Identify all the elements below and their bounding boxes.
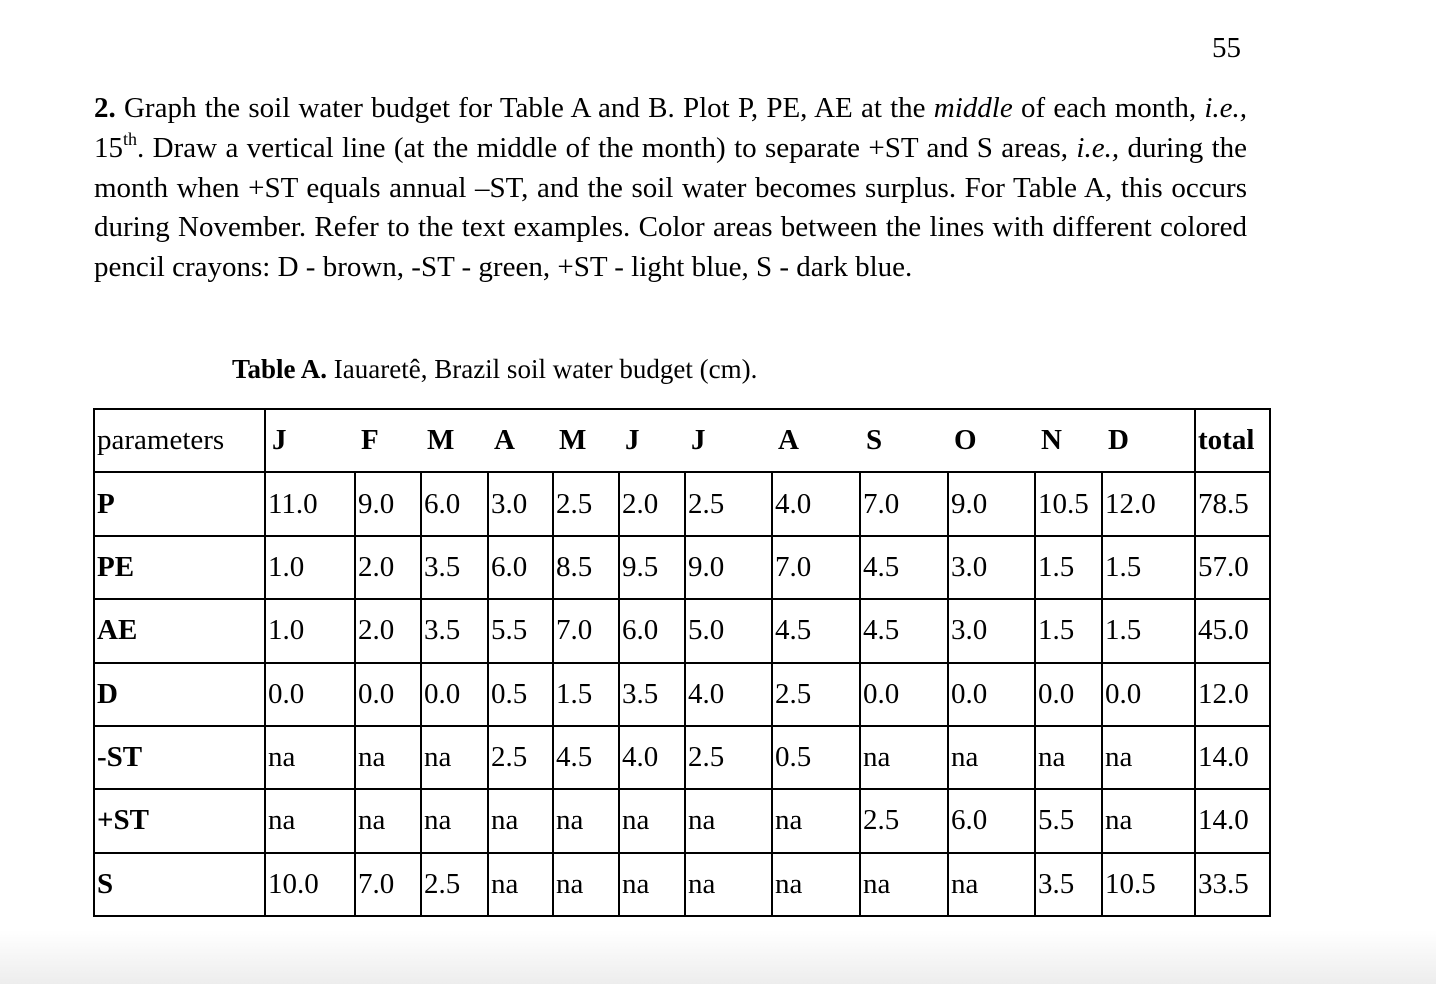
table-cell: 2.5 <box>772 663 860 726</box>
table-header-row <box>94 409 1270 472</box>
table-cell: na <box>488 853 553 916</box>
table-cell: 1.5 <box>1102 536 1195 599</box>
table-caption-label: Table A. <box>232 354 328 384</box>
table-cell: 6.0 <box>619 599 685 662</box>
table-cell: na <box>1035 726 1102 789</box>
table-cell: 4.0 <box>619 726 685 789</box>
table-cell: na <box>860 853 948 916</box>
table-cell: 2.5 <box>488 726 553 789</box>
header-month: J <box>685 409 772 472</box>
table-cell: na <box>772 853 860 916</box>
table-cell: 1.0 <box>265 599 355 662</box>
instructions-segment: i.e., <box>1204 92 1248 124</box>
table-cell: 0.5 <box>772 726 860 789</box>
table-caption <box>232 354 757 385</box>
table-cell: 9.5 <box>619 536 685 599</box>
table-cell: 4.5 <box>860 536 948 599</box>
table-cell: na <box>619 853 685 916</box>
table-cell: na <box>948 853 1035 916</box>
row-total: 14.0 <box>1195 726 1270 789</box>
table-cell: 2.0 <box>619 472 685 535</box>
table-cell: 6.0 <box>948 789 1035 852</box>
table-cell: 1.5 <box>1035 599 1102 662</box>
table-cell: 7.0 <box>355 853 421 916</box>
table-cell: na <box>685 853 772 916</box>
table-row <box>94 536 1270 599</box>
header-month: J <box>265 409 355 472</box>
instructions-segment: during the month when +ST equals annual –ST, and the soil water becomes surplus. For Table A, this occurs during November. Refer to the text examples. Color areas between the lines with different colored pencil crayons: D - brown, -ST - green, +ST - light blue, S - dark blue. <box>94 131 1247 284</box>
instructions-segment: . Draw a vertical line (at the middle of the month) to separate +ST and S areas, <box>137 131 1077 164</box>
table-cell: 5.5 <box>1035 789 1102 852</box>
table-cell: 3.0 <box>488 472 553 535</box>
table-cell: 4.0 <box>772 472 860 535</box>
table-cell: 1.5 <box>1035 536 1102 599</box>
row-label: AE <box>94 599 265 662</box>
table-cell: 4.0 <box>685 663 772 726</box>
table-cell: 1.0 <box>265 536 355 599</box>
table-row <box>94 789 1270 852</box>
table-cell: 0.0 <box>421 663 488 726</box>
table-cell: 1.5 <box>1102 599 1195 662</box>
table-cell: 5.5 <box>488 599 553 662</box>
table-cell: 0.0 <box>948 663 1035 726</box>
table-cell: 3.5 <box>421 536 488 599</box>
table-cell: 10.0 <box>265 853 355 916</box>
table-cell: 11.0 <box>265 472 355 535</box>
table-cell: 2.5 <box>685 472 772 535</box>
table-cell: 2.0 <box>355 536 421 599</box>
table-cell: 3.5 <box>1035 853 1102 916</box>
table-cell: 10.5 <box>1102 853 1195 916</box>
row-label: PE <box>94 536 265 599</box>
header-month: D <box>1102 409 1195 472</box>
table-cell: 6.0 <box>488 536 553 599</box>
table-cell: na <box>355 726 421 789</box>
table-cell: na <box>685 789 772 852</box>
table-cell: 12.0 <box>1102 472 1195 535</box>
table-cell: 2.5 <box>685 726 772 789</box>
table-cell: 0.0 <box>860 663 948 726</box>
instructions-segment: of each month, <box>1012 92 1205 124</box>
table-cell: na <box>1102 726 1195 789</box>
instructions-paragraph <box>94 89 1247 288</box>
instructions-text <box>94 92 1247 283</box>
table-cell: 2.5 <box>421 853 488 916</box>
row-label: -ST <box>94 726 265 789</box>
row-label: P <box>94 472 265 535</box>
table-cell: 0.5 <box>488 663 553 726</box>
table-cell: 2.5 <box>860 789 948 852</box>
table-cell: 1.5 <box>553 663 619 726</box>
row-total: 33.5 <box>1195 853 1270 916</box>
row-total: 45.0 <box>1195 599 1270 662</box>
table-cell: na <box>421 726 488 789</box>
table-cell: na <box>265 789 355 852</box>
header-month: M <box>553 409 619 472</box>
table-cell: na <box>421 789 488 852</box>
table-cell: 2.0 <box>355 599 421 662</box>
table-cell: 3.5 <box>619 663 685 726</box>
table-cell: 5.0 <box>685 599 772 662</box>
header-month: J <box>619 409 685 472</box>
table-cell: 3.0 <box>948 536 1035 599</box>
table-row <box>94 599 1270 662</box>
table-caption-text: Iauaretê, Brazil soil water budget (cm). <box>333 354 758 384</box>
table-cell: na <box>553 853 619 916</box>
table-cell: 10.5 <box>1035 472 1102 535</box>
table-cell: na <box>619 789 685 852</box>
table-row <box>94 663 1270 726</box>
table-cell: 9.0 <box>685 536 772 599</box>
table-cell: 4.5 <box>860 599 948 662</box>
table-cell: 0.0 <box>355 663 421 726</box>
header-month: N <box>1035 409 1102 472</box>
table-row <box>94 472 1270 535</box>
table-row <box>94 726 1270 789</box>
table-cell: 3.5 <box>421 599 488 662</box>
table-cell: 0.0 <box>1102 663 1195 726</box>
row-label: +ST <box>94 789 265 852</box>
header-month: A <box>488 409 553 472</box>
row-total: 57.0 <box>1195 536 1270 599</box>
instructions-segment: i.e., <box>1076 131 1120 164</box>
table-cell: na <box>860 726 948 789</box>
table-cell: 4.5 <box>772 599 860 662</box>
table-cell: na <box>772 789 860 852</box>
soil-water-budget-table <box>93 408 1271 917</box>
table-cell: 4.5 <box>553 726 619 789</box>
instructions-segment: th <box>123 128 138 149</box>
header-month: M <box>421 409 488 472</box>
table-cell: na <box>488 789 553 852</box>
table-cell: na <box>948 726 1035 789</box>
table-cell: 9.0 <box>948 472 1035 535</box>
table-cell: 7.0 <box>860 472 948 535</box>
row-total: 78.5 <box>1195 472 1270 535</box>
header-month: O <box>948 409 1035 472</box>
table-row <box>94 853 1270 916</box>
table-cell: 7.0 <box>553 599 619 662</box>
row-label: S <box>94 853 265 916</box>
row-total: 14.0 <box>1195 789 1270 852</box>
table-cell: 7.0 <box>772 536 860 599</box>
header-month: F <box>355 409 421 472</box>
question-number: 2. <box>94 92 116 124</box>
row-total: 12.0 <box>1195 663 1270 726</box>
header-month: A <box>772 409 860 472</box>
page-number: 55 <box>1212 32 1241 64</box>
header-parameters: parameters <box>94 409 265 472</box>
table-cell: 2.5 <box>553 472 619 535</box>
header-total: total <box>1195 409 1270 472</box>
table-cell: 0.0 <box>1035 663 1102 726</box>
table-cell: na <box>355 789 421 852</box>
table-cell: 0.0 <box>265 663 355 726</box>
table-cell: na <box>265 726 355 789</box>
table-cell: 8.5 <box>553 536 619 599</box>
table-cell: 6.0 <box>421 472 488 535</box>
instructions-segment: Graph the soil water budget for Table A and B. Plot P, PE, AE at the <box>115 92 934 124</box>
row-label: D <box>94 663 265 726</box>
table-cell: na <box>1102 789 1195 852</box>
table-cell: 3.0 <box>948 599 1035 662</box>
instructions-segment: 15 <box>94 131 123 164</box>
instructions-segment: middle <box>933 92 1013 124</box>
header-month: S <box>860 409 948 472</box>
bottom-shadow <box>0 930 1436 984</box>
table-cell: 9.0 <box>355 472 421 535</box>
table-cell: na <box>553 789 619 852</box>
